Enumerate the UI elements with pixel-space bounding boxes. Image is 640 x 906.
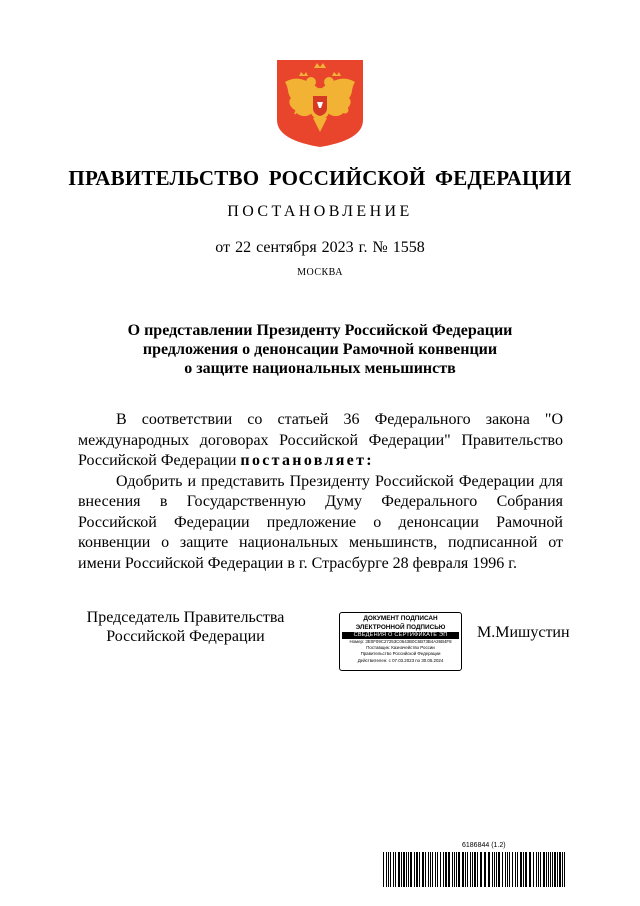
barcode-bar <box>401 852 402 887</box>
barcode-bar <box>550 852 551 887</box>
barcode-bar <box>540 852 541 887</box>
barcode-bar <box>432 852 433 887</box>
barcode-bar <box>406 852 407 887</box>
barcode-bar <box>422 852 424 887</box>
barcode-bar <box>484 852 486 887</box>
barcode-bar <box>398 852 400 887</box>
barcode-image <box>383 852 566 887</box>
barcode-bar <box>515 852 516 887</box>
barcode-bar <box>474 852 476 887</box>
stamp-issuer: Поставщик: Казначейство России <box>366 645 435 651</box>
barcode-bar <box>448 852 450 887</box>
barcode-bar <box>520 852 522 887</box>
barcode-bar <box>390 852 391 887</box>
barcode-bar <box>559 852 561 887</box>
subject-line: предложения о денонсации Рамочной конвенции <box>142 341 498 358</box>
barcode-bar <box>543 852 545 887</box>
stamp-validity: Действителен: с 07.03.2023 по 30.05.2024 <box>357 657 444 663</box>
stamp-title-line: ЭЛЕКТРОННОЙ ПОДПИСЬЮ <box>355 624 446 631</box>
barcode-bar <box>488 852 490 887</box>
decree-word: постановляет: <box>240 452 374 469</box>
subject-line: о защите национальных меньшинств <box>184 360 456 377</box>
barcode-bar <box>454 852 455 887</box>
barcode-bar <box>470 852 471 887</box>
barcode-bar <box>410 852 412 887</box>
barcode-bar <box>546 852 547 887</box>
barcode-bar <box>386 852 387 887</box>
stamp-owner: Правительство Российской Федерации <box>360 651 441 657</box>
subject-line: О представлении Президенту Российской Федерации <box>127 322 513 339</box>
barcode-bar <box>437 852 438 887</box>
barcode-bar <box>492 852 493 887</box>
barcode-bar <box>496 852 497 887</box>
barcode-bar <box>472 852 473 887</box>
barcode-bar <box>538 852 539 887</box>
body-paragraph <box>78 410 563 472</box>
barcode-bar <box>505 852 506 887</box>
barcode-bar <box>383 852 384 887</box>
stamp-certificate-header: СВЕДЕНИЯ О СЕРТИФИКАТЕ ЭП <box>342 632 459 639</box>
barcode-bar <box>395 852 396 887</box>
barcode-bar <box>403 852 405 887</box>
barcode-bar <box>428 852 429 887</box>
barcode-bar <box>517 852 518 887</box>
document-type: ПОСТАНОВЛЕНИЕ <box>227 203 413 220</box>
barcode-bar <box>443 852 444 887</box>
barcode-bar <box>529 852 531 887</box>
barcode-bar <box>554 852 556 887</box>
barcode-bar <box>523 852 524 887</box>
signer-position <box>78 608 293 646</box>
barcode-bar <box>480 852 482 887</box>
barcode-bar <box>533 852 534 887</box>
barcode-bar <box>507 852 508 887</box>
barcode-bar <box>536 852 537 887</box>
barcode-bar <box>408 852 409 887</box>
document-body <box>78 410 563 574</box>
stamp-title-line: ДОКУМЕНТ ПОДПИСАН <box>363 615 438 622</box>
document-date-number: от 22 сентября 2023 г. № 1558 <box>215 239 425 256</box>
barcode-bar <box>458 852 460 887</box>
body-paragraph-text: В соответствии со статьей 36 Федерального закона "О международных договорах Российской Федерации" Правительство Российской Федерации <box>78 411 563 469</box>
electronic-signature-stamp <box>339 612 462 671</box>
signer-position-line: Председатель Правительства <box>86 609 285 626</box>
barcode-bar <box>430 852 431 887</box>
barcode-bar <box>452 852 453 887</box>
barcode-bar <box>494 852 495 887</box>
barcode-bar <box>552 852 553 887</box>
document-city: МОСКВА <box>297 267 343 278</box>
barcode-bar <box>498 852 500 887</box>
barcode-bar <box>462 852 464 887</box>
barcode-bar <box>440 852 441 887</box>
barcode-bar <box>509 852 510 887</box>
barcode-bar <box>465 852 466 887</box>
barcode-bar <box>425 852 426 887</box>
barcode-bar <box>414 852 415 887</box>
barcode-bar <box>548 852 549 887</box>
document-subject <box>0 321 640 378</box>
barcode-bar <box>477 852 478 887</box>
barcode-bar <box>525 852 527 887</box>
barcode-bar <box>456 852 457 887</box>
barcode-bar <box>416 852 418 887</box>
barcode-bar <box>502 852 503 887</box>
barcode-bar <box>557 852 558 887</box>
government-title: ПРАВИТЕЛЬСТВО РОССИЙСКОЙ ФЕДЕРАЦИИ <box>68 166 572 190</box>
barcode-bar <box>388 852 389 887</box>
signer-name: М.Мишустин <box>477 624 570 641</box>
body-paragraph: Одобрить и представить Президенту Российской Федерации для внесения в Государственную Думу Федерального Собрания Российской Федерации предложение о денонсации Рамочной конвенции о защите национальных меньшинств, подписанной от имени Российской Федерации в г. Страсбурге 28 февраля 1996 г. <box>78 472 563 572</box>
barcode-bar <box>419 852 420 887</box>
barcode-bar <box>512 852 513 887</box>
stamp-serial: Номер: 3E0F09C27253C0643B0C6B73B4A36B4F8 <box>349 639 452 644</box>
barcode-bar <box>445 852 447 887</box>
barcode-bar <box>393 852 394 887</box>
barcode-number: 6186844 (1.2) <box>462 842 506 849</box>
signer-position-line: Российской Федерации <box>106 628 265 645</box>
barcode-bar <box>562 852 563 887</box>
barcode-bar <box>467 852 468 887</box>
coat-of-arms-emblem <box>275 58 365 148</box>
barcode-bar <box>435 852 436 887</box>
barcode-bar <box>564 852 565 887</box>
